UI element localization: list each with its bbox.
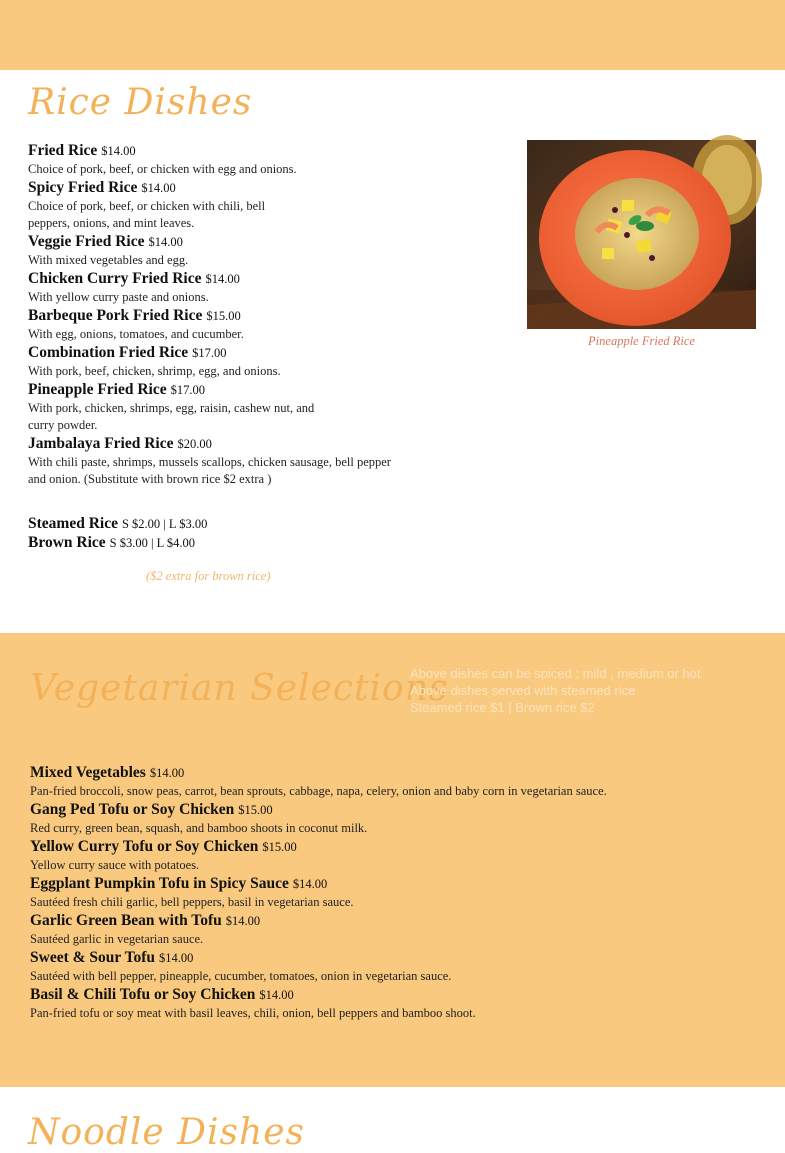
menu-item (28, 269, 408, 306)
item-desc: With pork, chicken, shrimps, egg, raisin, cashew nut, and curry powder. (28, 401, 315, 432)
menu-item (28, 380, 408, 434)
item-name: Yellow Curry Tofu or Soy Chicken (30, 838, 259, 855)
item-name: Sweet & Sour Tofu (30, 949, 156, 966)
item-price: $15.00 (206, 309, 241, 323)
item-desc: Sautéed with bell pepper, pineapple, cucumber, tomatoes, onion in vegetarian sauce. (30, 969, 452, 983)
item-price: $15.00 (262, 840, 297, 854)
item-desc: Choice of pork, beef, or chicken with chili, bell peppers, onions, and mint leaves. (28, 199, 266, 230)
menu-item (28, 343, 408, 380)
item-price: S $2.00 | L $3.00 (121, 517, 208, 531)
pineapple-fried-rice-photo (527, 140, 756, 329)
item-name: Barbeque Pork Fried Rice (28, 307, 203, 324)
menu-item (30, 874, 750, 911)
menu-item (30, 985, 750, 1022)
vegetarian-note (410, 665, 700, 716)
item-desc: Yellow curry sauce with potatoes. (30, 858, 200, 872)
item-name: Chicken Curry Fried Rice (28, 270, 202, 287)
next-section-title: Noodle Dishes (28, 1112, 305, 1153)
item-desc: With yellow curry paste and onions. (28, 290, 209, 304)
item-desc: With pork, beef, chicken, shrimp, egg, and onions. (28, 364, 281, 378)
item-desc: With mixed vegetables and egg. (28, 253, 189, 267)
item-name: Mixed Vegetables (30, 764, 146, 781)
item-price: $14.00 (159, 951, 194, 965)
item-price: $15.00 (238, 803, 273, 817)
vegetarian-menu-list (30, 763, 750, 1022)
steamed-rice-line (28, 514, 207, 534)
note-line: Above dishes served with steamed rice (410, 683, 636, 698)
menu-item (28, 232, 408, 269)
item-name: Brown Rice (28, 534, 106, 551)
item-price: $14.00 (141, 181, 176, 195)
item-name: Veggie Fried Rice (28, 233, 145, 250)
brown-rice-line (28, 533, 195, 553)
item-price: $17.00 (170, 383, 205, 397)
menu-item (28, 141, 408, 178)
item-name: Garlic Green Bean with Tofu (30, 912, 222, 929)
item-price: $14.00 (259, 988, 294, 1002)
item-name: Jambalaya Fried Rice (28, 435, 174, 452)
item-price: $14.00 (205, 272, 240, 286)
item-name: Eggplant Pumpkin Tofu in Spicy Sauce (30, 875, 289, 892)
item-name: Steamed Rice (28, 515, 118, 532)
item-desc: Pan-fried tofu or soy meat with basil leaves, chili, onion, bell peppers and bamboo shoot. (30, 1006, 476, 1020)
item-price: $14.00 (148, 235, 183, 249)
menu-item (30, 837, 750, 874)
item-desc: With egg, onions, tomatoes, and cucumber. (28, 327, 244, 341)
item-name: Spicy Fried Rice (28, 179, 138, 196)
item-desc: Choice of pork, beef, or chicken with egg and onions. (28, 162, 297, 176)
vegetarian-selections-title: Vegetarian Selections (30, 668, 449, 709)
menu-item (30, 800, 750, 837)
item-desc: Sautéed fresh chili garlic, bell peppers, basil in vegetarian sauce. (30, 895, 354, 909)
item-price: $14.00 (149, 766, 185, 780)
item-price: S $3.00 | L $4.00 (109, 536, 196, 550)
menu-item (28, 178, 408, 232)
item-name: Fried Rice (28, 142, 98, 159)
item-price: $14.00 (225, 914, 261, 928)
photo-caption: Pineapple Fried Rice (588, 334, 695, 348)
note-line: Steamed rice $1 | Brown rice $2 (410, 700, 595, 715)
item-name: Combination Fried Rice (28, 344, 189, 361)
note-line: Above dishes can be spiced : mild , medium or hot (410, 666, 701, 681)
brown-rice-extra-note: ($2 extra for brown rice) (146, 569, 271, 583)
item-desc: Pan-fried broccoli, snow peas, carrot, bean sprouts, cabbage, napa, celery, onion and baby corn in vegetarian sauce. (30, 784, 607, 798)
menu-item (30, 948, 750, 985)
menu-item (28, 306, 408, 343)
item-name: Gang Ped Tofu or Soy Chicken (30, 801, 235, 818)
rice-dishes-title: Rice Dishes (28, 82, 253, 123)
item-price: $14.00 (292, 877, 328, 891)
item-desc: Red curry, green bean, squash, and bamboo shoots in coconut milk. (30, 821, 368, 835)
item-price: $20.00 (177, 437, 212, 451)
item-price: $17.00 (192, 346, 227, 360)
item-name: Basil & Chili Tofu or Soy Chicken (30, 986, 256, 1003)
menu-item (28, 434, 408, 488)
menu-item (30, 911, 750, 948)
item-desc: Sautéed garlic in vegetarian sauce. (30, 932, 204, 946)
top-banner (0, 0, 785, 70)
rice-menu-list (28, 141, 408, 488)
item-name: Pineapple Fried Rice (28, 381, 167, 398)
item-desc: With chili paste, shrimps, mussels scallops, chicken sausage, bell pepper and onion. (Substitute with brown rice $2 extra ) (28, 455, 391, 486)
item-price: $14.00 (101, 144, 136, 158)
menu-item (30, 763, 750, 800)
